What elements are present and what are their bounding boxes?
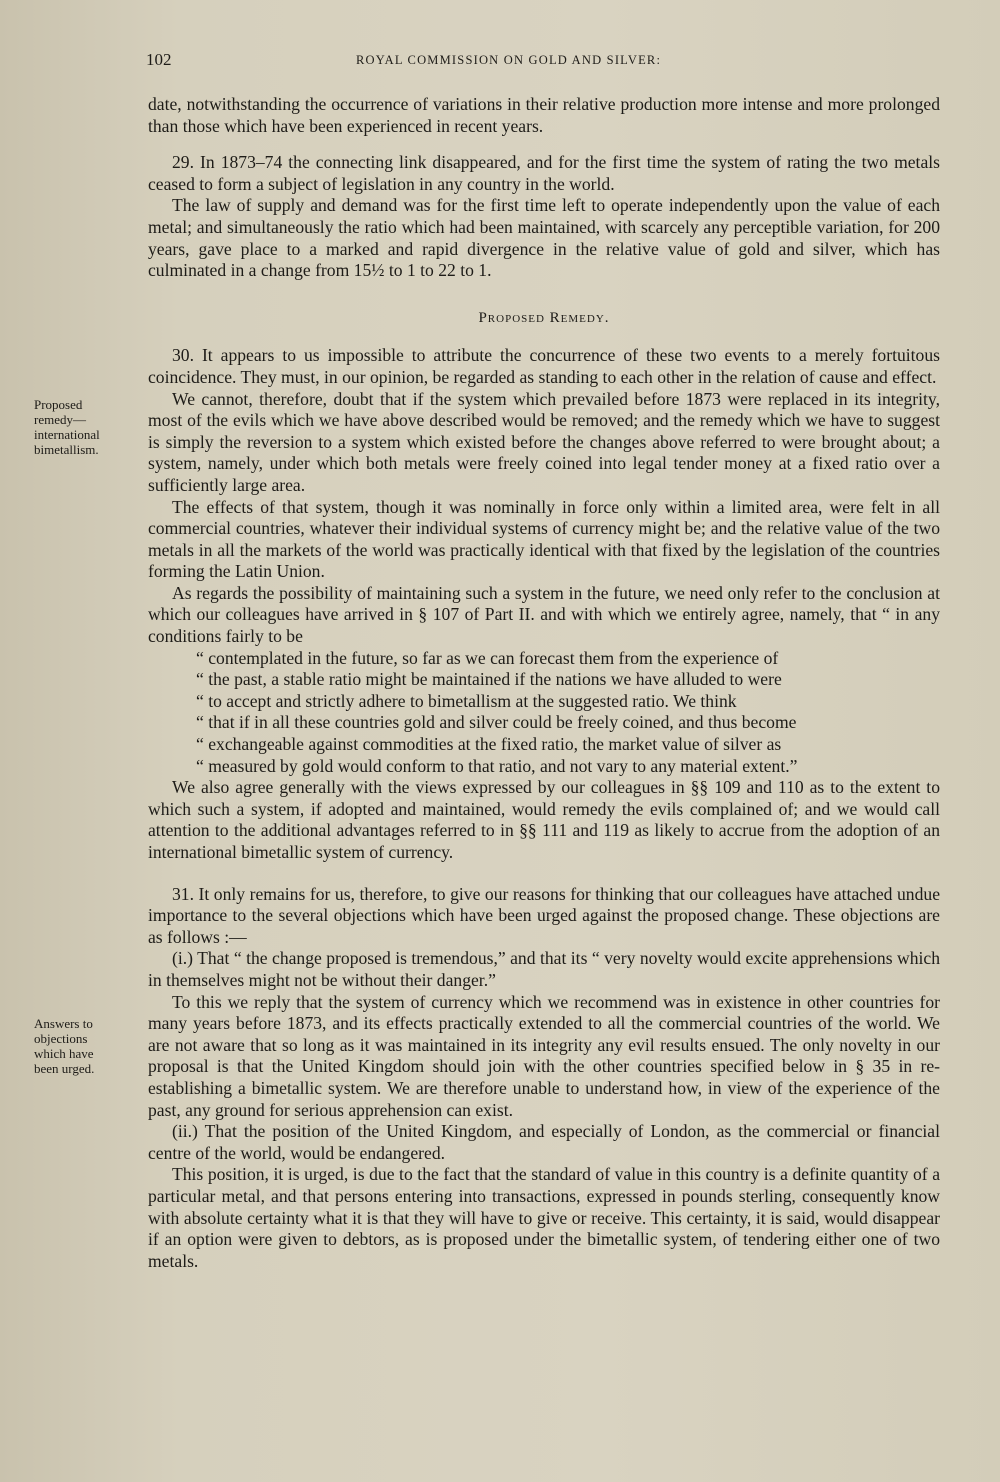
margin-note-line: Proposed <box>34 397 83 412</box>
objection-i: (i.) That “ the change proposed is tremendous,” and that its “ very novelty would excite apprehensions which in themselves might not be without their danger.” <box>148 948 940 990</box>
quote-line: “ exchangeable against commodities at the fixed ratio, the market value of silver as <box>196 734 782 755</box>
quote-line: “ that if in all these countries gold and silver could be freely coined, and thus become <box>196 712 797 733</box>
margin-note-line: remedy— <box>34 412 86 427</box>
paragraph-29: 29. In 1873–74 the connecting link disappeared, and for the first time the system of rating the two metals ceased to form a subject of legislation in any country in the world. <box>148 152 940 194</box>
reply-to-objection-i: To this we reply that the system of currency which we recommend was in existence in other countries for many years before 1873, and its effects practically extended to all the commercial countries of the world. We are not aware that so long as it was maintained in its integrity any evil results ensued. The only novelty in our proposal is that the United Kingdom should join with the other countries specified below in § 35 in re-establishing a bimetallic system. We are therefore unable to understand how, in view of the experience of the past, any ground for serious apprehension can exist. <box>148 991 940 1120</box>
section-heading-proposed-remedy: Proposed Remedy. <box>478 309 610 326</box>
paragraph-29-continued: The law of supply and demand was for the first time left to operate independently upon the value of each metal; and simultaneously the ratio which had been maintained, with scarcely any perceptible variation, for 200 years, gave place to a marked and rapid divergence in the relative value of gold and silver, which has culminated in a change from 15½ to 1 to 22 to 1. <box>148 195 940 281</box>
page-header <box>146 50 940 78</box>
paragraph-31: 31. It only remains for us, therefore, to give our reasons for thinking that our colleagues have attached undue importance to the several objections which have been urged against the proposed change. These objections are as follows :— <box>148 883 940 947</box>
margin-note-line: bimetallism. <box>34 442 99 457</box>
paragraph-continuation: date, notwithstanding the occurrence of variations in their relative production more intense and more prolonged than those which have been experienced in recent years. <box>148 94 940 136</box>
quote-line: “ measured by gold would conform to that ratio, and not vary to any material extent.” <box>196 755 798 776</box>
margin-note-line: which have <box>34 1046 94 1061</box>
margin-note-answers-to-objections <box>34 1016 138 1076</box>
paragraph-30-effects: The effects of that system, though it was nominally in force only within a limited area, were felt in all commercial countries, whatever their individual systems of currency might be; and the relative value of the two metals in all the markets of the world was practically identical with that fixed by the legislation of the countries forming the Latin Union. <box>148 496 940 582</box>
page-number: 102 <box>146 50 172 69</box>
quote-line: “ the past, a stable ratio might be maintained if the nations we have alluded to were <box>196 669 782 690</box>
paragraph-30-possibility: As regards the possibility of maintaining such a system in the future, we need only refer to the conclusion at which our colleagues have arrived in § 107 of Part II. and with which we entirely agree, namely, that “ in any conditions fairly to be <box>148 582 940 647</box>
margin-note-line: objections <box>34 1031 88 1046</box>
margin-note-line: international <box>34 427 100 442</box>
explanation-of-objection-ii: This position, it is urged, is due to the fact that the standard of value in this country is a definite quantity of a particular metal, and that persons entering into transactions, expressed in pounds sterling, consequently know with absolute certainty what it is that they will have to give or receive. This certainty, it is said, would disappear if an option were given to debtors, as is proposed under the bimetallic system, of tendering either one of two metals. <box>148 1164 940 1271</box>
objection-ii: (ii.) That the position of the United Kingdom, and especially of London, as the commercial or financial centre of the world, would be endangered. <box>148 1121 940 1163</box>
paragraph-30-agreement: We also agree generally with the views expressed by our colleagues in §§ 109 and 110 as to the extent to which such a system, if adopted and maintained, would remedy the evils complained of; and we would call attention to the additional advantages referred to in §§ 111 and 119 as likely to accrue from the adoption of an international bimetallic system of currency. <box>148 777 940 862</box>
quote-line: “ contemplated in the future, so far as we can forecast them from the experience of <box>196 647 779 668</box>
margin-note-line: been urged. <box>34 1061 95 1076</box>
margin-note-proposed-remedy <box>34 397 138 457</box>
margin-note-line: Answers to <box>34 1016 93 1031</box>
quote-line: “ to accept and strictly adhere to bimetallism at the suggested ratio. We think <box>196 690 737 711</box>
running-title: ROYAL COMMISSION ON GOLD AND SILVER: <box>356 53 662 67</box>
paragraph-30-remedy: We cannot, therefore, doubt that if the system which prevailed before 1873 were replaced in its integrity, most of the evils which we have above described would be removed; and the remedy which we have to suggest is simply the reversion to a system which existed before the changes above referred to were brought about; a system, namely, under which both metals were freely coined into legal tender money at a fixed ratio over a sufficiently large area. <box>148 388 940 495</box>
paragraph-30: 30. It appears to us impossible to attribute the concurrence of these two events to a merely fortuitous coincidence. They must, in our opinion, be regarded as standing to each other in the relation of cause and effect. <box>148 345 940 387</box>
body-text <box>148 94 940 1272</box>
